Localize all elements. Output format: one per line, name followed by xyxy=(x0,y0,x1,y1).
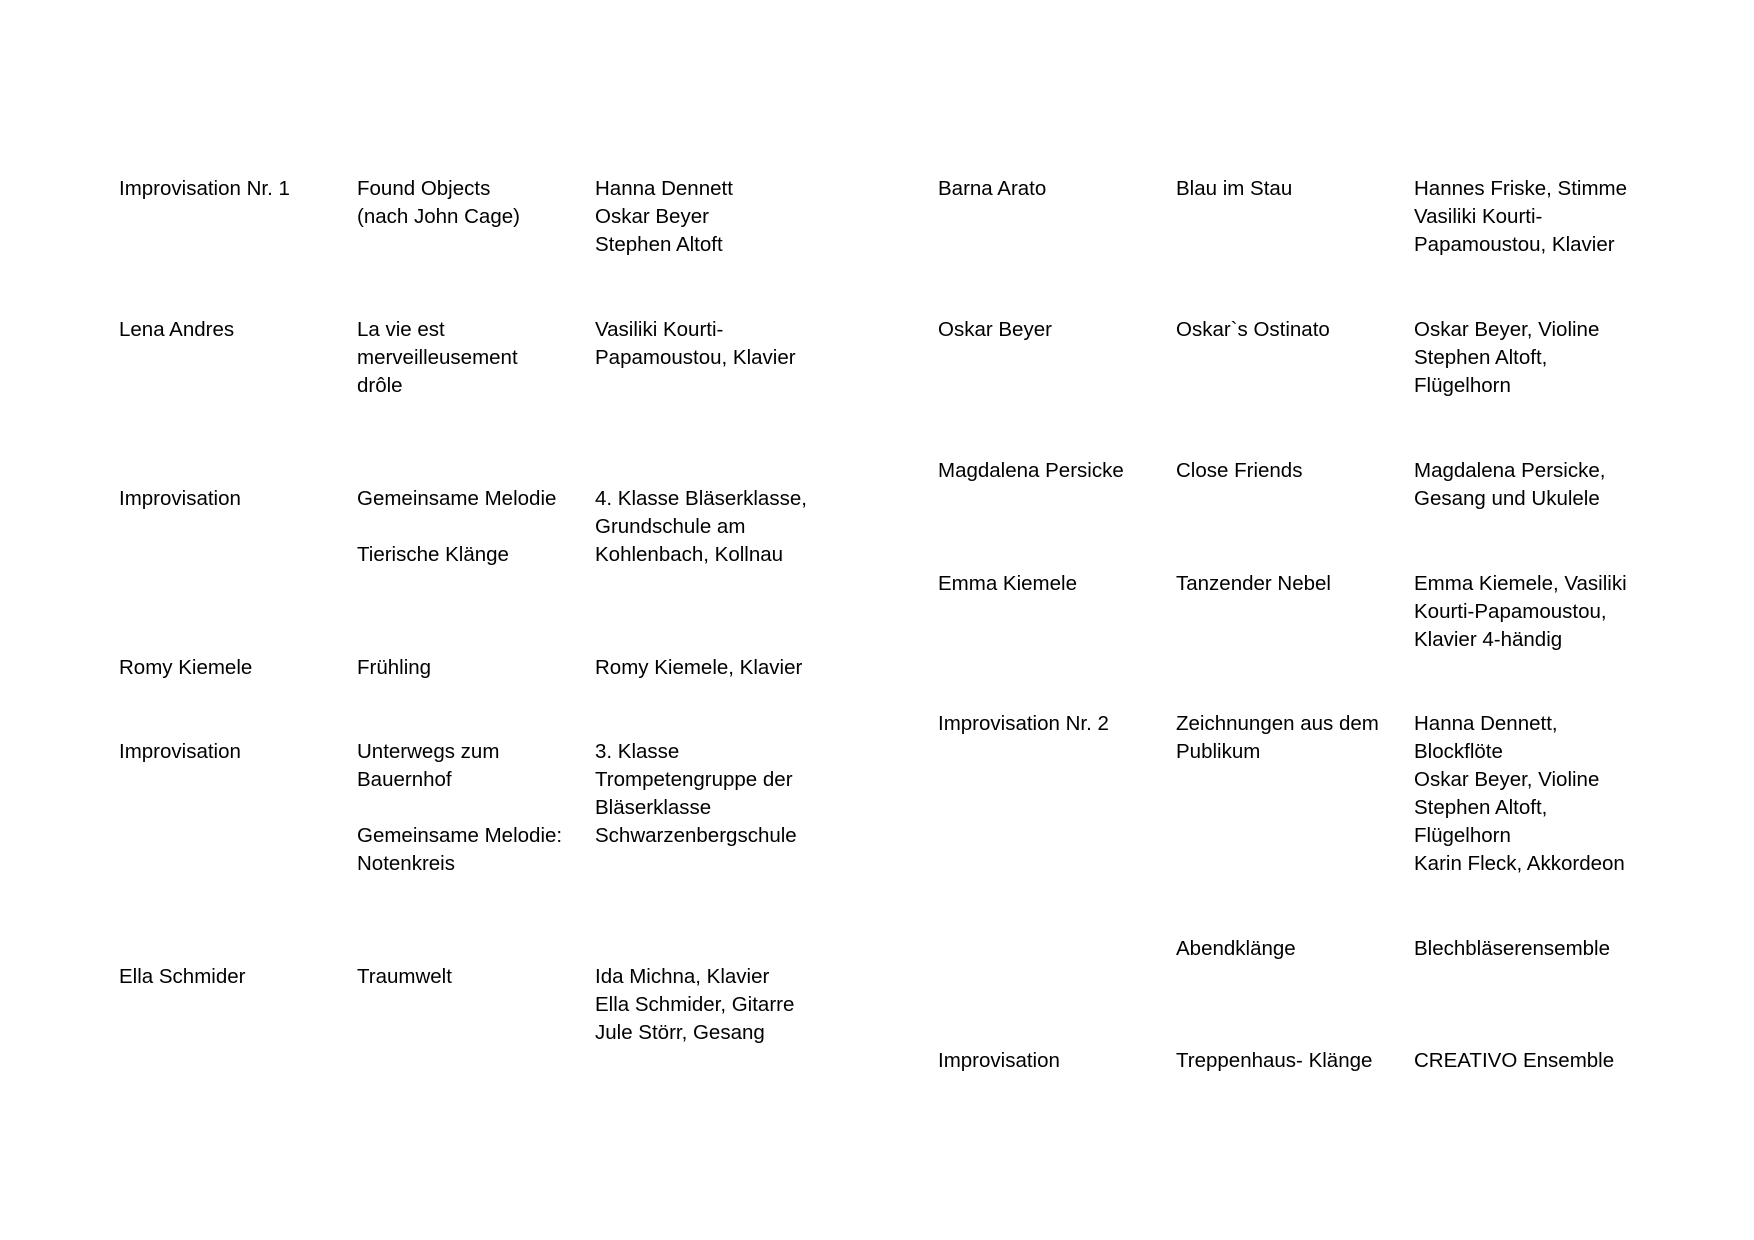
performer-cell xyxy=(119,485,354,513)
title-line: Treppenhaus- Klänge xyxy=(1176,1049,1373,1072)
performer-line: Improvisation Nr. 2 xyxy=(938,712,1109,735)
performer-line: Magdalena Persicke xyxy=(938,459,1124,482)
ensemble-line: Schwarzenbergschule xyxy=(595,824,797,847)
ensemble-line: Vasiliki Kourti- xyxy=(595,318,724,341)
ensemble-line: Magdalena Persicke, xyxy=(1414,459,1606,482)
title-line: La vie est xyxy=(357,318,445,341)
title-line: Zeichnungen aus dem xyxy=(1176,712,1379,735)
ensemble-cell xyxy=(1414,316,1649,400)
title-line: Oskar`s Ostinato xyxy=(1176,318,1330,341)
ensemble-cell xyxy=(595,654,830,682)
performer-cell xyxy=(938,316,1173,344)
title-line: Frühling xyxy=(357,656,432,679)
line-gap xyxy=(357,513,592,541)
title-line: Blau im Stau xyxy=(1176,177,1293,200)
ensemble-line: Oskar Beyer, Violine xyxy=(1414,768,1600,791)
performer-line: Improvisation xyxy=(119,740,241,763)
ensemble-line: Grundschule am xyxy=(595,515,746,538)
title-line: Found Objects xyxy=(357,177,491,200)
performer-cell xyxy=(938,710,1173,738)
ensemble-line: Hannes Friske, Stimme xyxy=(1414,177,1628,200)
title-cell xyxy=(1176,316,1411,344)
ensemble-cell xyxy=(1414,457,1649,513)
ensemble-cell xyxy=(595,963,830,1047)
ensemble-line: Bläserklasse xyxy=(595,796,712,819)
ensemble-line: Gesang und Ukulele xyxy=(1414,487,1600,510)
ensemble-line: Vasiliki Kourti- xyxy=(1414,205,1543,228)
title-line: Traumwelt xyxy=(357,965,452,988)
ensemble-line: Kourti-Papamoustou, xyxy=(1414,600,1607,623)
performer-line: Improvisation Nr. 1 xyxy=(119,177,290,200)
performer-cell xyxy=(938,1047,1173,1075)
performer-cell xyxy=(938,570,1173,598)
ensemble-line: Emma Kiemele, Vasiliki xyxy=(1414,572,1627,595)
title-cell xyxy=(1176,175,1411,203)
ensemble-line: Romy Kiemele, Klavier xyxy=(595,656,803,679)
ensemble-line: Stephen Altoft, xyxy=(1414,796,1548,819)
ensemble-line: Kohlenbach, Kollnau xyxy=(595,543,784,566)
title-line: drôle xyxy=(357,374,403,397)
ensemble-line: Blechbläserensemble xyxy=(1414,937,1611,960)
title-cell xyxy=(1176,570,1411,598)
ensemble-line: Stephen Altoft xyxy=(595,233,723,256)
title-cell xyxy=(357,316,592,400)
ensemble-cell xyxy=(1414,710,1649,878)
ensemble-line: Flügelhorn xyxy=(1414,824,1511,847)
ensemble-line: Klavier 4-händig xyxy=(1414,628,1563,651)
ensemble-line: Papamoustou, Klavier xyxy=(1414,233,1615,256)
ensemble-line: Ella Schmider, Gitarre xyxy=(595,993,795,1016)
ensemble-cell xyxy=(595,316,830,372)
title-line: merveilleusement xyxy=(357,346,518,369)
performer-cell xyxy=(119,963,354,991)
ensemble-line: Jule Störr, Gesang xyxy=(595,1021,765,1044)
ensemble-line: Hanna Dennett, xyxy=(1414,712,1558,735)
performer-line: Romy Kiemele xyxy=(119,656,253,679)
title-line: (nach John Cage) xyxy=(357,205,520,228)
performer-line: Lena Andres xyxy=(119,318,235,341)
title-cell xyxy=(1176,1047,1411,1075)
performer-line: Barna Arato xyxy=(938,177,1047,200)
title-cell xyxy=(357,963,592,991)
title-cell xyxy=(1176,935,1411,963)
title-line: Tanzender Nebel xyxy=(1176,572,1331,595)
title-line: Abendklänge xyxy=(1176,937,1296,960)
ensemble-line: Hanna Dennett xyxy=(595,177,733,200)
ensemble-cell xyxy=(1414,570,1649,654)
ensemble-line: Ida Michna, Klavier xyxy=(595,965,770,988)
ensemble-cell xyxy=(1414,175,1649,259)
ensemble-cell xyxy=(1414,1047,1649,1075)
ensemble-line: Blockflöte xyxy=(1414,740,1503,763)
title-line: Gemeinsame Melodie xyxy=(357,487,557,510)
performer-line: Improvisation xyxy=(938,1049,1060,1072)
ensemble-line: 3. Klasse xyxy=(595,740,680,763)
title-cell xyxy=(357,485,592,569)
performer-cell xyxy=(119,738,354,766)
ensemble-line: Oskar Beyer, Violine xyxy=(1414,318,1600,341)
performer-line: Emma Kiemele xyxy=(938,572,1077,595)
title-cell xyxy=(357,738,592,878)
title-cell xyxy=(1176,710,1411,766)
ensemble-line: Karin Fleck, Akkordeon xyxy=(1414,852,1625,875)
ensemble-line: CREATIVO Ensemble xyxy=(1414,1049,1615,1072)
ensemble-line: Papamoustou, Klavier xyxy=(595,346,796,369)
program-column-left xyxy=(0,0,820,1240)
performer-line: Oskar Beyer xyxy=(938,318,1052,341)
program-column-right xyxy=(819,0,1639,1240)
line-gap xyxy=(357,794,592,822)
title-line: Close Friends xyxy=(1176,459,1303,482)
ensemble-line: 4. Klasse Bläserklasse, xyxy=(595,487,807,510)
ensemble-line: Stephen Altoft, xyxy=(1414,346,1548,369)
performer-line: Improvisation xyxy=(119,487,241,510)
title-line: Gemeinsame Melodie: xyxy=(357,824,563,847)
title-line: Bauernhof xyxy=(357,768,452,791)
title-line: Tierische Klänge xyxy=(357,543,509,566)
ensemble-line: Flügelhorn xyxy=(1414,374,1511,397)
ensemble-cell xyxy=(595,485,830,569)
ensemble-cell xyxy=(595,175,830,259)
title-line: Unterwegs zum xyxy=(357,740,500,763)
title-cell xyxy=(1176,457,1411,485)
performer-cell xyxy=(938,457,1173,485)
performer-line: Ella Schmider xyxy=(119,965,246,988)
ensemble-line: Trompetengruppe der xyxy=(595,768,793,791)
title-cell xyxy=(357,654,592,682)
ensemble-line: Oskar Beyer xyxy=(595,205,709,228)
ensemble-cell xyxy=(1414,935,1649,963)
performer-cell xyxy=(119,316,354,344)
performer-cell xyxy=(119,175,354,203)
title-cell xyxy=(357,175,592,231)
ensemble-cell xyxy=(595,738,830,850)
title-line: Publikum xyxy=(1176,740,1261,763)
performer-cell xyxy=(119,654,354,682)
performer-cell xyxy=(938,175,1173,203)
title-line: Notenkreis xyxy=(357,852,455,875)
